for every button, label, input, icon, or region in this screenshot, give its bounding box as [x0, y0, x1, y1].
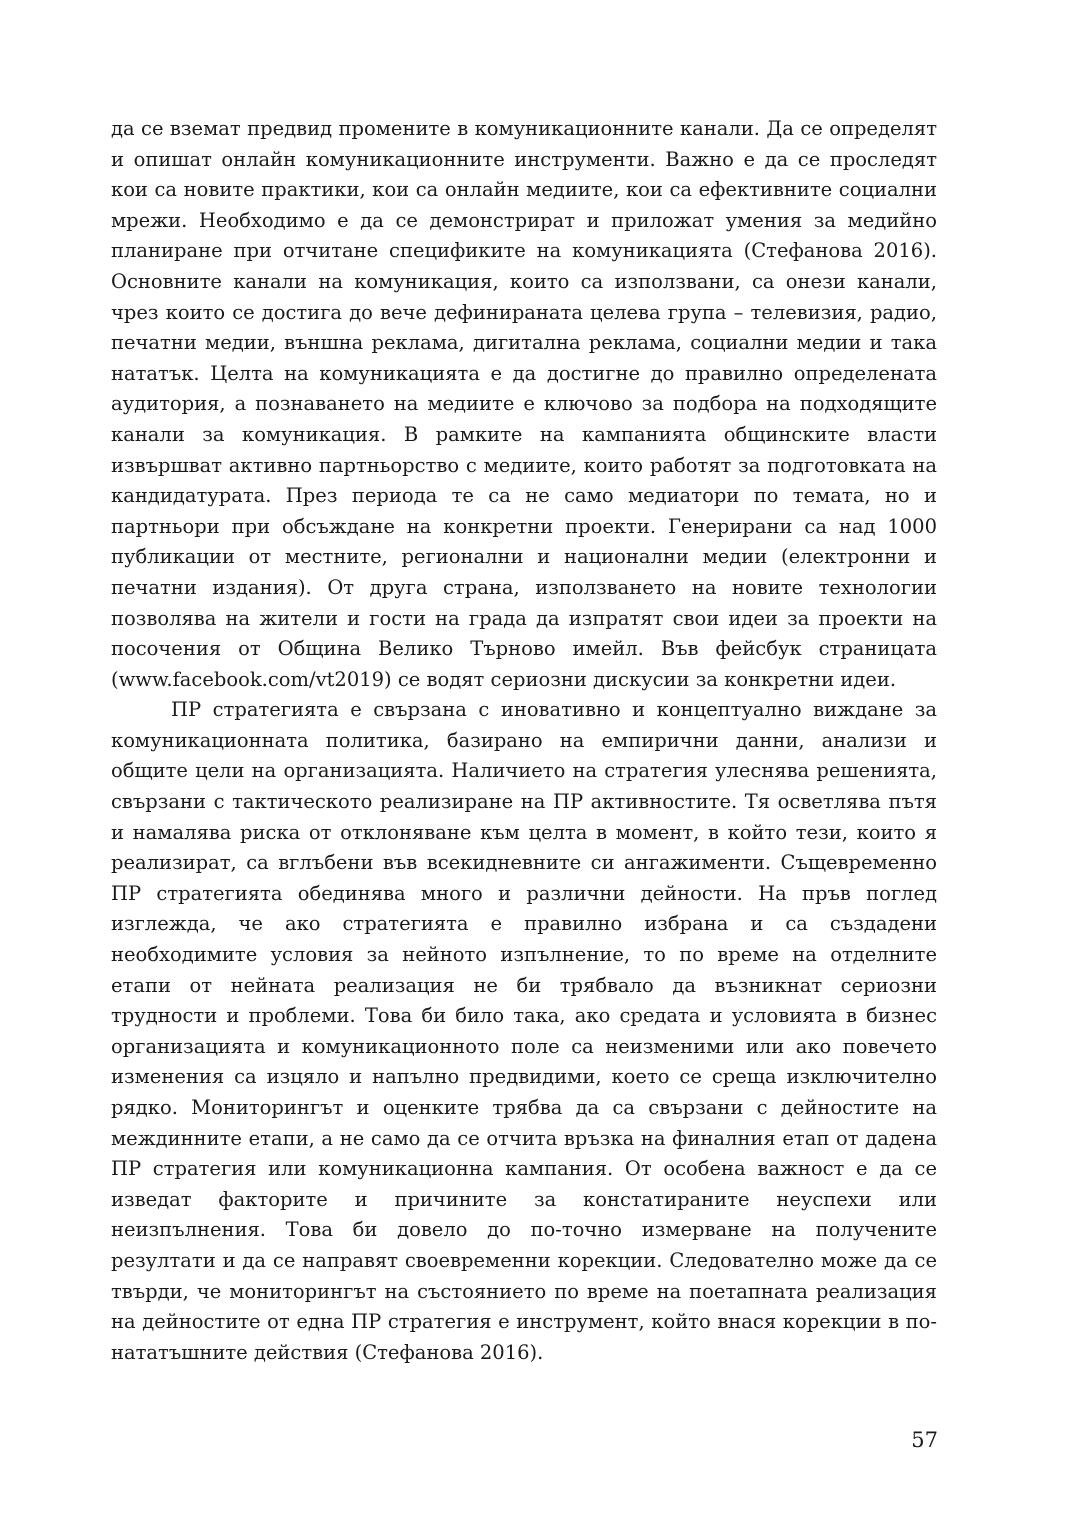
paragraph-1: да се вземат предвид промените в комуникационните канали. Да се определят и опишат онлайн комуникационните инструменти. Важно е да се проследят кои са новите практики, кои са онлайн медиите, кои са ефективните социални мрежи. Необходимо е да се демонстрират и приложат умения за медийно планиране при отчитане спецификите на комуникацията (Стефанова 2016). Основните канали на комуникация, които са използвани, са онези канали, чрез които се достига до вече дефинираната целева група – телевизия, радио, печатни медии, външна реклама, дигитална реклама, социални медии и така нататък. Целта на комуникацията е да достигне до правилно определената аудитория, а познаването на медиите е ключово за подбора на подходящите канали за комуникация. В рамките на кампанията общинските власти извършват активно партньорство с медиите, които работят за подготовката на кандидатурата. През периода те са не само медиатори по темата, но и партньори при обсъждане на конкретни проекти. Генерирани са над 1000 публикации от местните, регионални и национални медии (електронни и печатни издания). От друга страна, използването на новите технологии позволява на жители и гости на града да изпратят свои идеи за проекти на посочения от Община Велико Търново имейл. Във фейсбук страницата (www.facebook.com/vt2019) се водят сериозни дискусии за конкретни идеи. [111, 117, 937, 691]
page-number: 57 [911, 1428, 938, 1452]
body-text [111, 114, 937, 1368]
paragraph-2: ПР стратегията е свързана с иновативно и концептуално виждане за комуникационната политика, базирано на емпирични данни, анализи и общите цели на организацията. Наличието на стратегия улеснява решенията, свързани с тактическото реализиране на ПР активностите. Тя осветлява пътя и намалява риска от отклоняване към целта в момент, в който тези, които я реализират, са вглъбени във всекидневните си ангажименти. Същевременно ПР стратегията обединява много и различни дейности. На пръв поглед изглежда, че ако стратегията е правилно избрана и са създадени необходимите условия за нейното изпълнение, то по време на отделните етапи от нейната реализация не би трябвало да възникнат сериозни трудности и проблеми. Това би било така, ако средата и условията в бизнес организацията и комуникационното поле са неизменими или ако повечето изменения са изцяло и напълно предвидими, което се среща изключително рядко. Мониторингът и оценките трябва да са свързани с дейностите на междинните етапи, а не само да се отчита връзка на финалния етап от дадена ПР стратегия или комуникационна кампания. От особена важност е да се изведат факторите и причините за констатираните неуспехи или неизпълнения. Това би довело до по-точно измерване на получените резултати и да се направят своевременни корекции. Следователно може да се твърди, че мониторингът на състоянието по време на поетапната реализация на дейностите от една ПР стратегия е инструмент, който внася корекции в по-нататъшните действия (Стефанова 2016). [111, 698, 937, 1364]
